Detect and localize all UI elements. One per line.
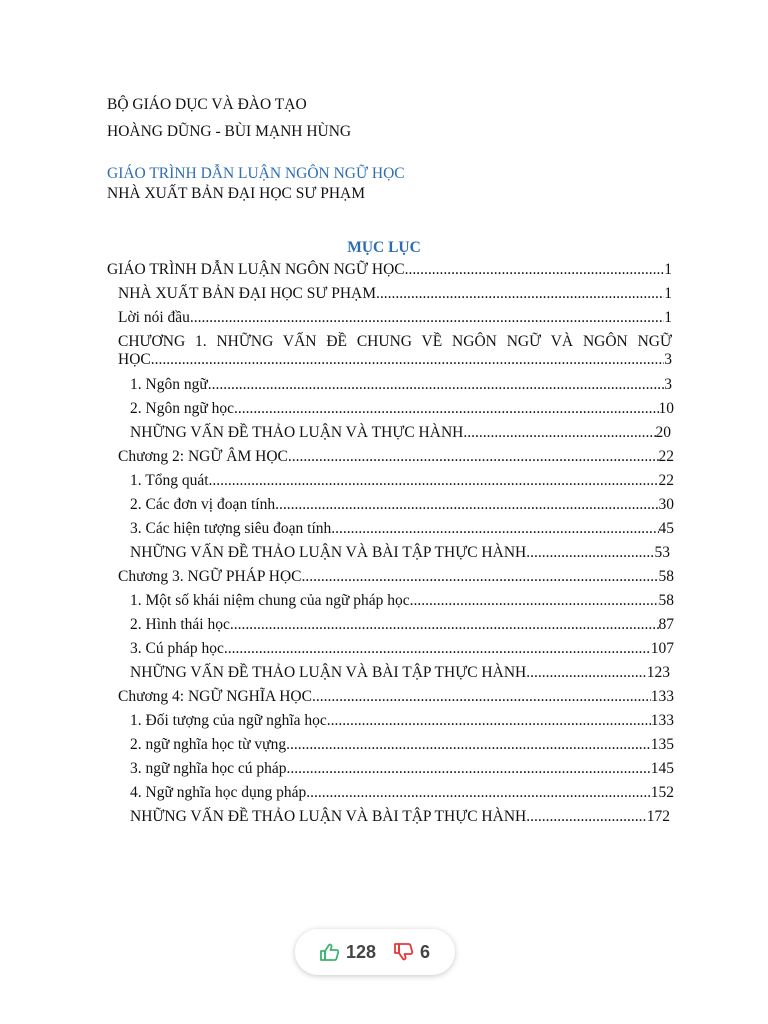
toc-entry-text: Chương 3. NGỮ PHÁP HỌC [118,568,302,585]
toc-entry[interactable] [130,664,670,682]
toc-entry-page: 3 [664,351,672,368]
toc-entry-text: 1. Tổng quát [130,472,209,489]
toc-entry-page: 1 [664,309,672,326]
upvote-button[interactable] [320,942,376,963]
toc-entry-text: 3. ngữ nghĩa học cú pháp [130,760,287,777]
toc-entry-text: Chương 2: NGỮ ÂM HỌC [118,448,288,465]
toc-leader [190,309,664,327]
toc-entry-page: 123 [646,664,670,681]
toc-entry-page: 10 [658,400,674,417]
toc-entry[interactable] [130,592,674,610]
toc-entry[interactable] [118,688,674,706]
toc-entry[interactable] [118,568,674,586]
toc-leader [327,712,651,730]
toc-entry-text: NHỮNG VẤN ĐỀ THẢO LUẬN VÀ BÀI TẬP THỰC HÀNH [130,544,527,561]
toc-entry-text: GIÁO TRÌNH DẪN LUẬN NGÔN NGỮ HỌC [107,261,405,278]
toc-entry-page: 1 [664,261,672,278]
toc-entry-page: 133 [650,688,674,705]
toc-entry[interactable] [130,496,674,514]
toc-leader [376,285,664,303]
toc-entry-page: 3 [664,376,672,393]
toc-leader [230,616,659,634]
toc-entry[interactable] [130,808,670,826]
toc-entry-text: 2. Hình thái học [130,616,230,633]
toc-leader [275,496,658,514]
toc-entry-page: 145 [650,760,674,777]
toc-entry[interactable] [130,520,674,538]
toc-entry-text: Chương 4: NGỮ NGHĨA HỌC [118,688,312,705]
upvote-count: 128 [345,941,377,962]
ministry-line: BỘ GIÁO DỤC VÀ ĐÀO TẠO [107,96,307,113]
toc-leader [410,592,659,610]
toc-leader [288,448,659,466]
toc-leader [405,261,665,279]
toc-entry-text: 1. Một số khái niệm chung của ngữ pháp học [130,592,410,609]
toc-entry[interactable] [107,261,672,279]
toc-leader [526,664,647,682]
toc-entry-text: Lời nói đầu [118,309,190,326]
toc-entry-text: NHỮNG VẤN ĐỀ THẢO LUẬN VÀ BÀI TẬP THỰC HÀNH [130,664,527,681]
toc-entry-page: 20 [655,424,671,441]
toc-entry-page: 22 [658,472,674,489]
toc-leader [209,472,659,490]
toc-entry-page: 53 [654,544,670,561]
toc-entry-page: 22 [658,448,674,465]
toc-entry-page: 30 [658,496,674,513]
toc-entry-text: 2. Ngôn ngữ học [130,400,234,417]
toc-entry-text: 2. ngữ nghĩa học từ vựng [130,736,287,753]
toc-entry-text: NHỮNG VẤN ĐỀ THẢO LUẬN VÀ THỰC HÀNH [130,424,464,441]
toc-entry-text: 1. Ngôn ngữ [130,376,208,393]
toc-entry-page: 133 [650,712,674,729]
toc-entry-text: CHƯƠNG 1. NHỮNG VẤN ĐỀ CHUNG VỀ NGÔN NGỮ VÀ NGÔN NGỮ [118,333,672,350]
toc-entry-page: 58 [658,568,674,585]
toc-entry[interactable] [130,616,674,634]
vote-bar [295,929,455,975]
toc-entry[interactable] [118,333,672,369]
toc-entry[interactable] [130,544,670,562]
toc-entry-page: 58 [658,592,674,609]
thumbs-up-icon [320,943,340,961]
toc-entry[interactable] [118,285,672,303]
toc-entry-text: 1. Đối tượng của ngữ nghĩa học [130,712,327,729]
toc-entry[interactable] [130,712,674,730]
toc-leader [286,760,650,778]
toc-entry-text: 4. Ngữ nghĩa học dụng pháp [130,784,307,801]
toc-title: MỤC LỤC [347,239,421,256]
toc-entry[interactable] [130,376,672,394]
toc-entry[interactable] [130,472,674,490]
toc-entry-page: 87 [658,616,674,633]
toc-entry-text: 2. Các đơn vị đoạn tính [130,496,276,513]
toc-entry[interactable] [130,640,674,658]
downvote-button[interactable] [394,942,430,963]
toc-entry-text: NHỮNG VẤN ĐỀ THẢO LUẬN VÀ BÀI TẬP THỰC HÀNH [130,808,527,825]
toc-entry-page: 135 [650,736,674,753]
toc-leader [208,376,665,394]
downvote-count: 6 [420,941,431,962]
toc-entry-page: 45 [658,520,674,537]
toc-entry[interactable] [130,784,674,802]
toc-entry-text-continued: HỌC [118,351,151,368]
toc-entry-text: 3. Các hiện tượng siêu đoạn tính [130,520,332,537]
toc-leader [526,808,647,826]
toc-entry-text: 3. Cú pháp học [130,640,224,657]
thumbs-down-icon [394,943,414,961]
toc-entry-page: 152 [650,784,674,801]
toc-leader [463,424,655,442]
toc-entry[interactable] [130,400,674,418]
authors-line: HOÀNG DŨNG - BÙI MẠNH HÙNG [107,123,352,140]
toc-entry[interactable] [118,309,672,327]
toc-leader [234,400,659,418]
toc-leader [312,688,651,706]
toc-leader [224,640,651,658]
toc-entry[interactable] [130,760,674,778]
toc-entry[interactable] [118,448,674,466]
toc-leader [331,520,658,538]
toc-entry-text: NHÀ XUẤT BẢN ĐẠI HỌC SƯ PHẠM [118,285,377,302]
toc-leader [306,784,650,802]
book-title: GIÁO TRÌNH DẪN LUẬN NGÔN NGỮ HỌC [107,165,405,182]
toc-entry[interactable] [130,424,671,442]
toc-leader [526,544,654,562]
toc-entry-page: 107 [650,640,674,657]
toc-entry-page: 1 [664,285,672,302]
toc-leader [286,736,651,754]
toc-leader [302,568,659,586]
toc-entry-page: 172 [646,808,670,825]
toc-leader [151,351,665,369]
toc-entry[interactable] [130,736,674,754]
publisher-line: NHÀ XUẤT BẢN ĐẠI HỌC SƯ PHẠM [107,185,366,202]
